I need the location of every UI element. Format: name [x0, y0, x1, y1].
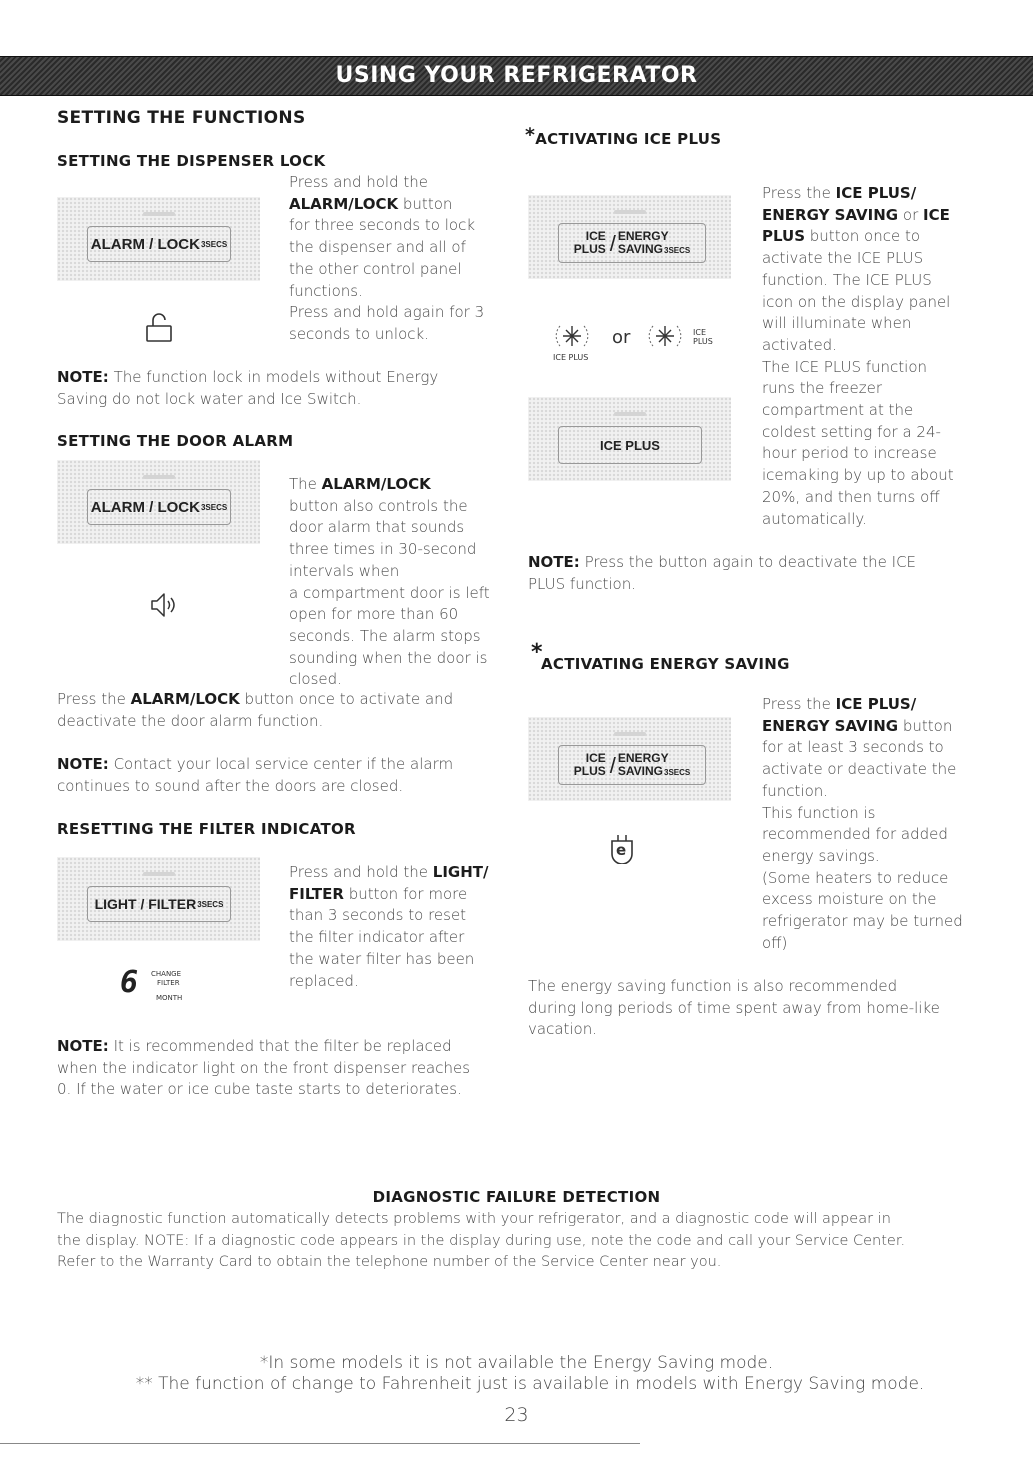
heading-text: ACTIVATING ICE PLUS [535, 130, 722, 148]
filter-indicator-labels [151, 970, 182, 1003]
heading-dispenser-lock: SETTING THE DISPENSER LOCK [57, 152, 326, 170]
text-line: during long periods of time spent away from home-like [528, 998, 940, 1017]
text-line: excess moisture on the [762, 890, 937, 909]
footnote-fahrenheit: ** The function of change to Fahrenheit just is available in models with Energy Saving mode. [135, 1374, 925, 1394]
alarm-lock-button[interactable] [87, 489, 231, 525]
panel-indicator-bar [614, 412, 646, 416]
energy-label: ENERGY [617, 750, 669, 765]
note-label: NOTE: [528, 553, 580, 571]
text-line [762, 716, 1012, 738]
energy-saving-label [618, 230, 690, 257]
text-line: hour period to increase [762, 444, 937, 463]
panel-indicator-bar [143, 212, 175, 216]
text-line: function. The ICE PLUS [762, 270, 932, 289]
alarm-lock-button-label: ALARM / LOCK [90, 235, 200, 253]
text-line: Saving do not lock water and Ice Switch. [57, 389, 362, 408]
filter-note [57, 1036, 527, 1101]
text-fragment: button once to activate and [239, 690, 454, 708]
energy-saving-label [618, 752, 690, 779]
filter-text [289, 862, 519, 992]
text-line: for three seconds to lock [289, 216, 476, 235]
panel-indicator-bar [614, 210, 646, 214]
filter-month-digit: 6 [120, 965, 139, 1000]
control-panel-ice-plus-energy [528, 195, 731, 279]
change-label: CHANGE [151, 970, 182, 978]
text-line: button also controls the [289, 496, 468, 515]
text-line: runs the freezer [762, 379, 882, 398]
page-number: 23 [504, 1404, 529, 1426]
bold-term: FILTER [289, 884, 344, 903]
three-seconds-label: 3SECS [200, 502, 228, 512]
text-line: functions. [289, 281, 363, 300]
plus-label: PLUS [573, 242, 606, 256]
text-line: refrigerator may be turned [762, 912, 963, 931]
bold-term: LIGHT/ [432, 863, 489, 881]
ice-plus-button-label: ICE PLUS [600, 437, 660, 453]
three-seconds-label: 3SECS [664, 767, 691, 777]
ice-plus-label [574, 752, 606, 778]
ice-label: ICE [693, 328, 706, 337]
bold-term: ICE [923, 205, 950, 224]
text-line: for at least 3 seconds to [762, 738, 944, 757]
dispenser-lock-text [289, 172, 514, 346]
energy-saving-icon [609, 834, 635, 864]
text-line: automatically. [762, 509, 867, 528]
text-line: The energy saving function is also recommended [528, 977, 898, 995]
bold-term: ICE PLUS/ [835, 695, 917, 713]
ice-plus-icon [552, 320, 594, 354]
light-filter-button-label: LIGHT / FILTER [94, 896, 197, 912]
heading-door-alarm: SETTING THE DOOR ALARM [57, 432, 294, 450]
text-line: activated. [762, 335, 837, 354]
text-fragment: Contact your local service center if the alarm [108, 755, 454, 773]
asterisk-marker: * [531, 640, 543, 665]
filter-change-indicator [120, 966, 220, 1006]
text-line: icon on the display panel [762, 292, 951, 311]
alarm-lock-button-label: ALARM / LOCK [90, 498, 200, 516]
text-line: the other control panel [289, 259, 462, 278]
text-line: when the indicator light on the front dispenser reaches [57, 1058, 471, 1077]
text-line: three times in 30-second [289, 540, 477, 559]
text-fragment: The [289, 475, 322, 493]
bold-term: ENERGY SAVING [762, 716, 899, 735]
text-line: replaced. [289, 971, 359, 990]
lock-icon [144, 312, 174, 344]
text-line: 20%, and then turns off [762, 487, 940, 506]
filter-label: FILTER [157, 979, 180, 987]
text-line: This function is [762, 803, 876, 822]
three-seconds-label: 3SECS [664, 245, 691, 255]
text-line: deactivate the door alarm function. [57, 711, 324, 730]
plus-label: PLUS [573, 764, 606, 778]
text-line [57, 689, 517, 711]
ice-plus-label [574, 230, 606, 256]
text-line: energy savings. [762, 846, 880, 865]
control-panel-energy-saving [528, 717, 731, 801]
text-line: Press and hold again for 3 [289, 303, 485, 322]
text-line: icemaking by up to about [762, 466, 954, 485]
saving-label: SAVING [617, 763, 664, 778]
slash-divider: / [609, 230, 616, 256]
text-fragment: The function lock in models without Energy [108, 368, 439, 386]
month-label: MONTH [156, 994, 183, 1002]
ice-plus-note [528, 552, 988, 595]
door-alarm-note [57, 754, 517, 797]
note-label: NOTE: [57, 368, 109, 386]
text-line: recommended for added [762, 825, 948, 844]
bold-term: PLUS [762, 227, 806, 246]
text-line [289, 474, 519, 496]
text-line: The diagnostic function automatically detects problems with your refrigerator, and a diagnostic code will appear in [57, 1211, 891, 1227]
text-fragment: button once to [805, 227, 921, 246]
text-line: the filter indicator after [289, 928, 465, 947]
text-line [528, 552, 988, 574]
slash-divider: / [609, 752, 616, 778]
section-heading-setting-functions: SETTING THE FUNCTIONS [57, 108, 306, 128]
text-line: closed. [289, 670, 342, 689]
text-fragment: It is recommended that the filter be replaced [108, 1037, 452, 1055]
text-line: activate or deactivate the [762, 760, 957, 779]
control-panel-light-filter [57, 857, 260, 941]
text-line: a compartment door is left [289, 583, 490, 602]
text-line [57, 367, 517, 389]
text-line: coldest setting for a 24- [762, 422, 941, 441]
ice-plus-energy-saving-button[interactable] [558, 223, 706, 263]
text-line [762, 205, 1012, 227]
text-line: activate the ICE PLUS [762, 249, 924, 268]
page-bottom-rule [0, 1443, 640, 1444]
text-line: compartment at the [762, 401, 914, 420]
bold-term: ENERGY SAVING [762, 205, 899, 224]
control-panel-alarm-lock [57, 197, 260, 281]
panel-indicator-bar [143, 872, 175, 876]
text-line: The ICE PLUS function [762, 357, 928, 376]
diagnostic-text [57, 1209, 992, 1274]
text-line: off) [762, 933, 788, 952]
dispenser-lock-note [57, 367, 517, 410]
text-line: intervals when [289, 561, 400, 580]
ice-plus-energy-saving-button[interactable] [558, 745, 706, 785]
text-fragment: Press and hold the [289, 863, 433, 881]
text-line: the water filter has been [289, 949, 475, 968]
bold-term: ALARM/LOCK [130, 690, 240, 708]
text-line [57, 1036, 527, 1058]
text-line [762, 694, 1012, 716]
ice-plus-alt-icon [645, 320, 687, 354]
text-fragment: button for more [343, 884, 468, 903]
three-seconds-label: 3SECS [200, 239, 228, 249]
door-alarm-text [289, 474, 519, 691]
door-alarm-press-text [57, 689, 517, 732]
ice-plus-button[interactable] [558, 426, 702, 464]
banner-title: USING YOUR REFRIGERATOR [335, 63, 698, 88]
text-line [762, 226, 1012, 248]
text-line: continues to sound after the doors are closed. [57, 776, 404, 795]
text-fragment: Press the [762, 695, 836, 713]
heading-diagnostic: DIAGNOSTIC FAILURE DETECTION [372, 1188, 661, 1206]
text-fragment: or [898, 205, 924, 224]
text-line [57, 754, 517, 776]
text-line: seconds. The alarm stops [289, 626, 481, 645]
alarm-lock-button[interactable] [87, 226, 231, 262]
page-banner [0, 56, 1033, 96]
text-fragment: Press the button again to deactivate the ICE [579, 553, 917, 571]
text-fragment: button [398, 194, 453, 213]
text-line: Refer to the Warranty Card to obtain the telephone number of the Service Center near you. [57, 1254, 722, 1271]
saving-label: SAVING [617, 241, 664, 256]
text-line: function. [762, 781, 829, 800]
three-seconds-label: 3SECS [197, 899, 224, 909]
text-line: seconds to unlock. [289, 324, 429, 343]
ice-plus-text [762, 183, 1012, 530]
ice-label: ICE [585, 751, 606, 765]
bold-term: ALARM/LOCK [321, 475, 431, 493]
text-line: the display. NOTE: If a diagnostic code appears in the display during use, note the code and call your Service Center. [57, 1232, 906, 1249]
text-line: than 3 seconds to reset [289, 906, 467, 925]
or-text: or [612, 327, 631, 348]
panel-indicator-bar [143, 475, 175, 479]
note-label: NOTE: [57, 1037, 109, 1055]
ice-plus-icon-label: ICE PLUS [553, 353, 589, 362]
text-fragment: Press the [762, 184, 836, 202]
energy-saving-extra-text [528, 976, 998, 1041]
text-line: vacation. [528, 1020, 598, 1039]
text-line: open for more than 60 [289, 605, 459, 624]
energy-label: ENERGY [617, 228, 669, 243]
bold-term: ALARM/LOCK [289, 194, 399, 213]
text-fragment: button [898, 716, 953, 735]
ice-label: ICE [585, 229, 606, 243]
panel-indicator-bar [614, 732, 646, 736]
plus-label: PLUS [693, 337, 713, 346]
ice-plus-alt-label [693, 328, 713, 346]
text-line [762, 183, 1012, 205]
bold-term: ICE PLUS/ [835, 184, 917, 202]
control-panel-door-alarm [57, 460, 260, 544]
text-line: will illuminate when [762, 314, 912, 333]
text-fragment: Press the [57, 690, 131, 708]
text-line [289, 884, 519, 906]
heading-filter-indicator: RESETTING THE FILTER INDICATOR [57, 820, 356, 838]
text-line: PLUS function. [528, 574, 636, 593]
text-line: sounding when the door is [289, 648, 488, 667]
asterisk-marker: * [525, 124, 536, 146]
footnote-energy-saving: *In some models it is not available the Energy Saving mode. [259, 1353, 774, 1373]
text-line: (Some heaters to reduce [762, 868, 949, 887]
note-label: NOTE: [57, 755, 109, 773]
energy-saving-text [762, 694, 1012, 954]
control-panel-ice-plus [528, 397, 731, 481]
heading-energy-saving: ACTIVATING ENERGY SAVING [541, 655, 790, 673]
text-line: Press and hold the [289, 173, 428, 191]
text-line [289, 862, 519, 884]
text-line [289, 194, 514, 216]
energy-e-letter: e [616, 841, 627, 859]
light-filter-button[interactable] [87, 886, 231, 922]
speaker-icon [149, 590, 179, 620]
text-line: door alarm that sounds [289, 518, 465, 537]
text-line: 0. If the water or ice cube taste starts to deteriorates. [57, 1080, 462, 1099]
text-line: the dispenser and all of [289, 238, 466, 257]
heading-ice-plus [525, 124, 721, 148]
